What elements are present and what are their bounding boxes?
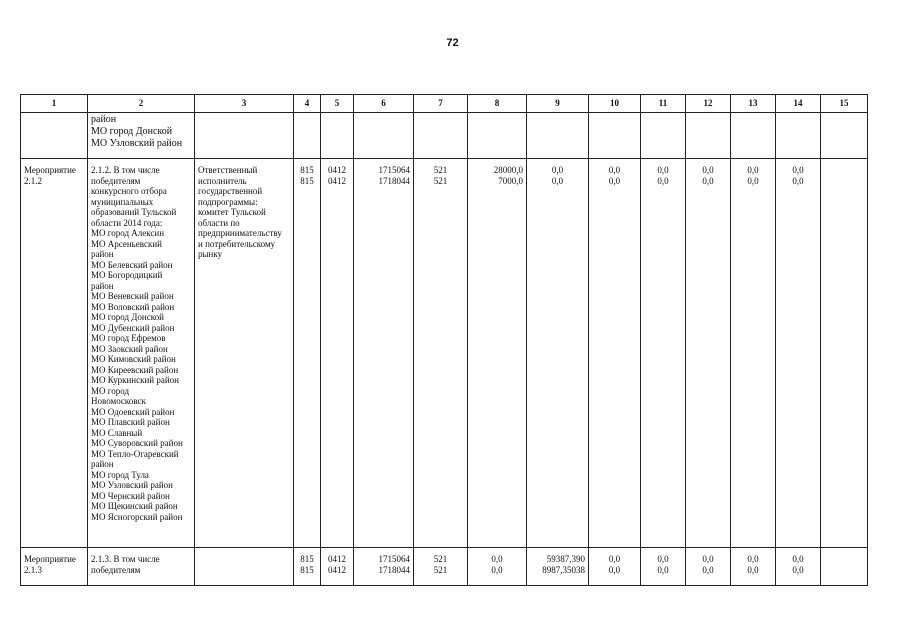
column-header-12: 12 [686, 95, 731, 113]
text-line: МО Узловский район [91, 138, 183, 149]
cell [354, 548, 414, 586]
table-row [21, 159, 868, 548]
text-line: 0412 [328, 175, 346, 186]
text-line: МО Одоевский район [91, 406, 175, 417]
cell [527, 548, 589, 586]
text-line: МО Воловский район [91, 301, 175, 312]
text-line: 521 [433, 165, 448, 175]
text-line: 2.1.2. В том числе [91, 165, 160, 175]
text-line: исполнитель [198, 175, 247, 186]
text-line: 815 [300, 554, 314, 564]
text-line: 59387,390 [546, 554, 585, 564]
column-header-3: 3 [195, 95, 294, 113]
text-line: МО Щекинский район [91, 501, 178, 511]
cell [468, 548, 527, 586]
text-line: МО город Ефремов [91, 333, 166, 343]
column-header-4: 4 [294, 95, 321, 113]
text-line: 0,0 [792, 165, 804, 175]
text-line: победителям [91, 564, 141, 575]
text-line: 0,0 [491, 564, 503, 575]
text-line: МО Узловский район [91, 480, 173, 490]
executor-cell [195, 159, 294, 548]
cell [321, 159, 354, 548]
text-line: 0412 [328, 564, 346, 575]
text-line: МО Кимовский район [91, 354, 176, 364]
text-line: 0,0 [657, 554, 669, 564]
measure-cell [21, 159, 88, 548]
text-line: 0412 [328, 554, 346, 564]
text-line: МО Чернский район [91, 490, 170, 501]
column-header-7: 7 [414, 95, 468, 113]
cell [321, 548, 354, 586]
text-line: МО Киреевский район [91, 364, 179, 375]
text-line: Мероприятие [24, 165, 76, 175]
cell [731, 159, 776, 548]
table-row [21, 113, 868, 159]
text-line: МО Тепло-Огаревский [91, 448, 179, 459]
cell [686, 548, 731, 586]
text-line: 0,0 [608, 165, 621, 175]
text-line: 0,0 [491, 554, 503, 564]
text-line: 2.1.2 [24, 175, 42, 186]
column-header-9: 9 [527, 95, 589, 113]
text-line: 1718044 [378, 564, 410, 575]
text-line: 0,0 [702, 554, 714, 564]
text-line: 0,0 [702, 175, 714, 186]
text-line: Мероприятие [24, 554, 76, 564]
text-line: 1715064 [378, 165, 410, 175]
cell [21, 113, 88, 159]
text-line: конкурсного отбора [91, 186, 167, 196]
text-line: 0,0 [657, 175, 669, 186]
text-line: МО город Тула [91, 469, 149, 480]
text-line: 0,0 [792, 564, 804, 575]
column-header-13: 13 [731, 95, 776, 113]
text-line: области 2014 года: [91, 217, 163, 228]
cell [294, 548, 321, 586]
text-line: 521 [433, 175, 448, 186]
text-line: МО Белевский район [91, 259, 173, 270]
text-line: район [91, 249, 114, 259]
text-line: МО Веневский район [91, 291, 174, 301]
text-line: 0412 [328, 165, 346, 175]
page-number: 72 [446, 37, 459, 49]
text-line: 28000,0 [493, 165, 523, 175]
text-line: 815 [300, 165, 314, 175]
cell [776, 548, 821, 586]
text-line: район [91, 459, 114, 469]
cell [731, 548, 776, 586]
text-line: 0,0 [551, 175, 564, 186]
cell [686, 159, 731, 548]
municipality-cell [88, 113, 195, 159]
text-line: 0,0 [608, 554, 621, 564]
text-line: 2.1.3 [24, 564, 42, 575]
text-line: 0,0 [792, 554, 804, 564]
column-header-2: 2 [88, 95, 195, 113]
text-line: 0,0 [608, 564, 621, 575]
text-line: 2.1.3. В том числе [91, 554, 160, 564]
cell [641, 159, 686, 548]
cell [589, 548, 641, 586]
text-line: 0,0 [551, 165, 564, 175]
text-line: 0,0 [792, 175, 804, 186]
text-line: предпринимательству [198, 228, 282, 238]
text-line: район [91, 280, 114, 291]
text-line: МО Плавский район [91, 417, 170, 427]
text-line: муниципальных [91, 196, 154, 207]
cell [527, 159, 589, 548]
text-line: 0,0 [747, 564, 759, 575]
description-cell [88, 159, 195, 548]
column-header-15: 15 [821, 95, 868, 113]
cell [821, 548, 868, 586]
text-line: 521 [433, 564, 448, 575]
cell [468, 159, 527, 548]
text-line: 7000,0 [498, 175, 523, 186]
text-line: 8987,35038 [542, 564, 585, 575]
description-cell [88, 548, 195, 586]
text-line: рынку [198, 249, 223, 259]
text-line: МО Суворовский район [91, 438, 183, 448]
text-line: 0,0 [608, 175, 621, 186]
text-line: МО город Алексин [91, 228, 165, 238]
text-line: 0,0 [747, 554, 759, 564]
cell [641, 548, 686, 586]
cell [776, 159, 821, 548]
text-line: 0,0 [702, 165, 714, 175]
text-line: МО Арсеньевский [91, 238, 162, 249]
text-line: район [91, 114, 117, 125]
column-header-8: 8 [468, 95, 527, 113]
text-line: МО Заокский район [91, 343, 168, 354]
text-line: МО Богородицкий [91, 270, 163, 280]
text-line: МО город [91, 385, 130, 396]
text-line: и потребительскому [198, 238, 276, 249]
executor-cell [195, 548, 294, 586]
cell [414, 548, 468, 586]
text-line: комитет Тульской [198, 207, 266, 217]
text-line: победителям [91, 175, 141, 186]
text-line: образований Тульской [91, 207, 177, 217]
text-line: 0,0 [657, 165, 669, 175]
cell [294, 159, 321, 548]
text-line: МО город Донской [91, 126, 173, 137]
text-line: государственной [198, 186, 263, 196]
column-header-5: 5 [321, 95, 354, 113]
column-header-1: 1 [21, 95, 88, 113]
text-line: 815 [300, 564, 314, 575]
column-header-11: 11 [641, 95, 686, 113]
text-line: МО Дубенский район [91, 322, 175, 333]
text-line: подпрограммы: [198, 196, 258, 207]
cell [414, 159, 468, 548]
cell [821, 159, 868, 548]
table-row [21, 548, 868, 586]
text-line: МО Ясногорский район [91, 511, 183, 522]
text-line: МО Куркинский район [91, 375, 179, 385]
header-row [21, 95, 868, 113]
text-line: 0,0 [747, 175, 759, 186]
text-line: области по [198, 217, 240, 228]
cell [354, 159, 414, 548]
measure-cell [21, 548, 88, 586]
column-header-6: 6 [354, 95, 414, 113]
text-line: 1718044 [378, 175, 410, 186]
text-line: 521 [433, 554, 448, 564]
text-line: 815 [300, 175, 314, 186]
text-line: 0,0 [702, 564, 714, 575]
text-line: Новомосковск [91, 396, 146, 406]
text-line: 1715064 [378, 554, 410, 564]
column-header-14: 14 [776, 95, 821, 113]
text-line: 0,0 [657, 564, 669, 575]
budget-table [20, 94, 868, 586]
text-line: Ответственный [198, 165, 258, 175]
text-line: 0,0 [747, 165, 759, 175]
column-header-10: 10 [589, 95, 641, 113]
text-line: МО город Донской [91, 312, 164, 322]
cell [589, 159, 641, 548]
text-line: МО Славный [91, 427, 143, 438]
